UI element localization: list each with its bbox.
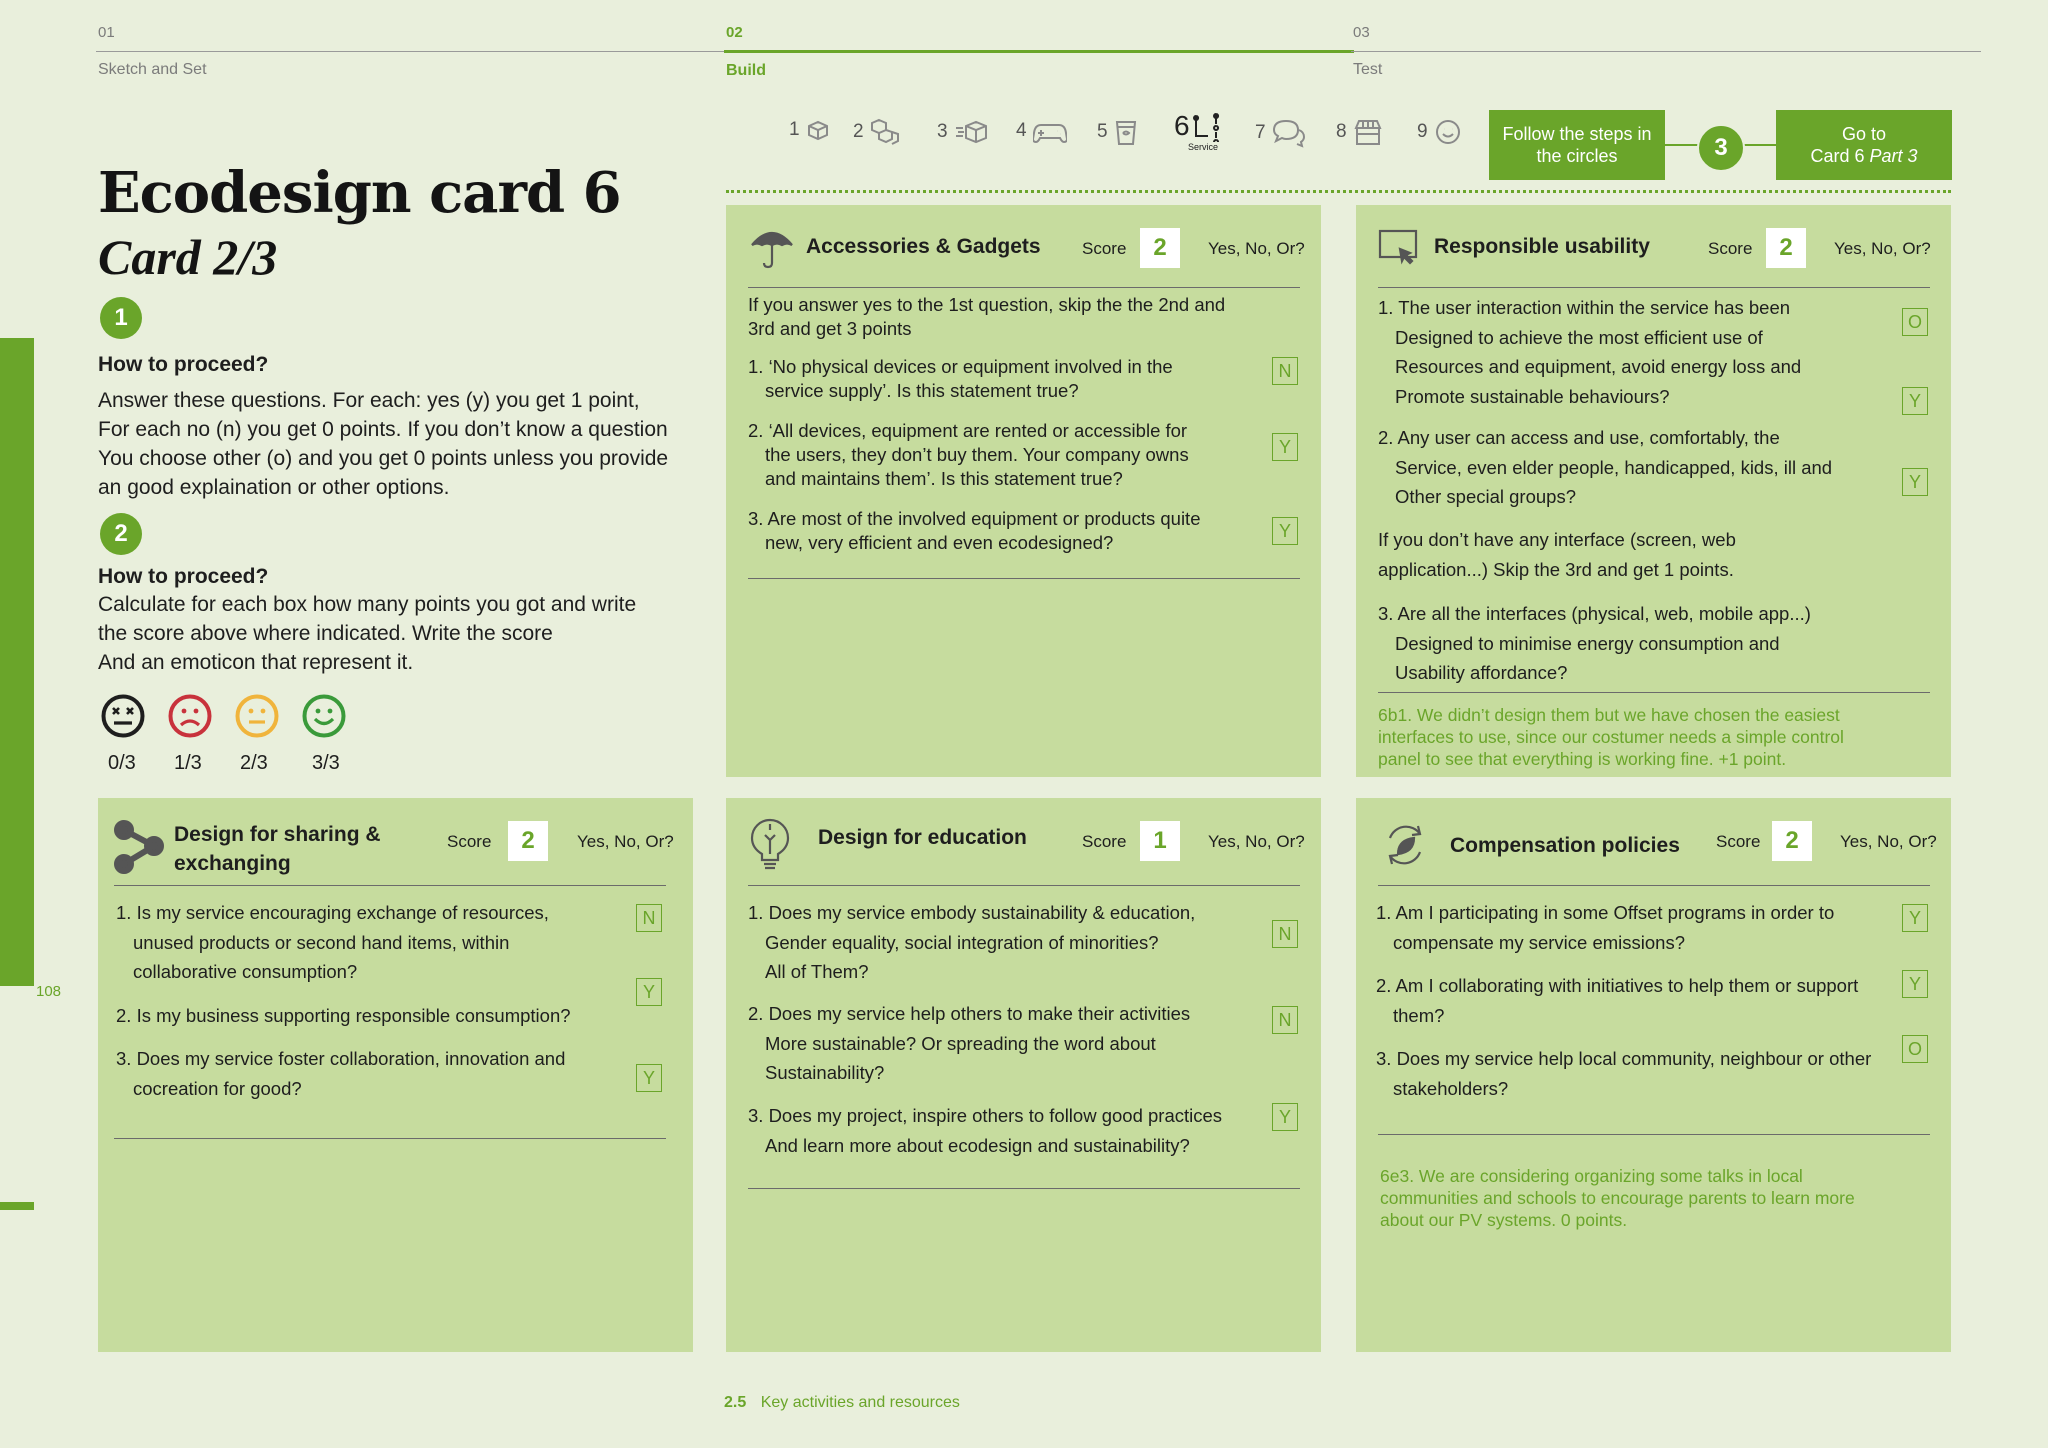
step-number: 2	[853, 121, 864, 142]
phase-name: Build	[726, 62, 766, 79]
neutral-face-icon	[235, 694, 279, 738]
instruction-line: an good explaination or other options.	[98, 476, 450, 499]
step-number: 6	[1174, 110, 1190, 141]
card-design-for-education	[726, 798, 1321, 1352]
card-divider	[114, 885, 666, 886]
instruction-line: And an emoticon that represent it.	[98, 651, 414, 674]
answer-box[interactable]: O	[1902, 308, 1928, 336]
share-icon	[114, 820, 164, 879]
card-divider	[1378, 287, 1930, 288]
recycle-leaf-icon	[1382, 822, 1428, 873]
question-3: 3. Does my project, inspire others to follow good practices And learn more about ecodesign and sustainability?	[748, 1105, 1223, 1156]
card-divider	[748, 1188, 1300, 1189]
phase-number: 03	[1353, 24, 1370, 41]
yes-no-label: Yes, No, Or?	[1840, 832, 1937, 851]
yes-no-label: Yes, No, Or?	[1208, 832, 1305, 851]
card-title: Responsible usability	[1434, 235, 1650, 258]
answer-box[interactable]: Y	[636, 978, 662, 1006]
answer-box[interactable]: N	[1272, 920, 1298, 948]
answer-box[interactable]: Y	[1272, 517, 1298, 545]
page-number: 108	[36, 983, 62, 1000]
emoticon-label-3: 3/3	[312, 752, 340, 774]
question-1: 1. The user interaction within the service has been Designed to achieve the most efficient use of Resources and equipment, avoid energy loss and Promote sustainable behaviours?	[1378, 297, 1802, 407]
instructions-2	[98, 590, 636, 677]
step-number: 7	[1255, 122, 1266, 143]
answer-box[interactable]: N	[636, 904, 662, 932]
phase-rule	[96, 51, 726, 52]
page-title: Ecodesign card 6	[98, 160, 621, 226]
yes-no-label: Yes, No, Or?	[577, 832, 674, 851]
instructions-1	[98, 386, 668, 502]
card-title: Accessories & Gadgets	[806, 235, 1041, 258]
happy-face-icon	[302, 694, 346, 738]
page-footer	[724, 1394, 960, 1412]
dotted-divider	[726, 190, 1951, 193]
answer-box[interactable]: Y	[1272, 433, 1298, 461]
lightbulb-icon	[750, 818, 790, 877]
chat-icon	[1272, 118, 1306, 148]
instruction-line: the score above where indicated. Write the score	[98, 622, 553, 645]
gamepad-icon	[1033, 118, 1067, 144]
phase-02	[724, 24, 1354, 80]
score-label: Score	[1082, 239, 1127, 258]
card-divider	[748, 578, 1300, 579]
answer-box[interactable]: N	[1272, 1006, 1298, 1034]
score-value[interactable]: 2	[508, 821, 548, 861]
step-nav-2[interactable]	[853, 118, 900, 146]
answer-box[interactable]: Y	[636, 1064, 662, 1092]
phase-03	[1351, 24, 1981, 79]
answer-box[interactable]: O	[1902, 1035, 1928, 1063]
phase-number: 02	[726, 24, 743, 41]
how-to-heading-2: How to proceed?	[98, 565, 269, 588]
question-1: 1. Does my service embody sustainability & education, Gender equality, social integration of minorities? All of Them?	[748, 902, 1196, 982]
card-title: Compensation policies	[1450, 834, 1680, 857]
step-nav-8[interactable]	[1336, 118, 1383, 146]
step-nav-7[interactable]	[1255, 118, 1306, 148]
follow-steps-label: Follow the steps in the circles	[1502, 124, 1652, 166]
left-accent-bar	[0, 338, 34, 986]
phase-number: 01	[98, 24, 115, 41]
sad-face-icon	[168, 694, 212, 738]
phase-01	[96, 24, 726, 79]
phase-rule	[1351, 51, 1981, 52]
box-icon	[806, 118, 830, 142]
score-label: Score	[1708, 239, 1753, 258]
phase-rule	[724, 50, 1354, 53]
answer-box[interactable]: Y	[1272, 1103, 1298, 1131]
step-nav-9[interactable]	[1417, 118, 1462, 146]
card-compensation-policies	[1356, 798, 1951, 1352]
step-nav-6-active[interactable]	[1174, 110, 1222, 152]
card-divider	[1378, 1134, 1930, 1135]
step-number: 4	[1016, 120, 1027, 141]
step-number: 8	[1336, 121, 1347, 142]
yes-no-label: Yes, No, Or?	[1208, 239, 1305, 258]
answer-box[interactable]: Y	[1902, 904, 1928, 932]
card-divider	[1378, 692, 1930, 693]
score-value[interactable]: 1	[1140, 821, 1180, 861]
yes-no-label: Yes, No, Or?	[1834, 239, 1931, 258]
delivery-icon	[954, 118, 988, 146]
footer-section-title: Key activities and resources	[760, 1394, 960, 1411]
question-2: 2. Does my service help others to make their activities More sustainable? Or spreading the word about Sustainability?	[748, 1003, 1191, 1083]
card-title: Design for education	[818, 826, 1027, 849]
score-value[interactable]: 2	[1772, 821, 1812, 861]
card-divider	[114, 1138, 666, 1139]
phase-name: Test	[1353, 61, 1383, 78]
cup-icon	[1114, 118, 1138, 146]
go-to-label: Go to	[1841, 124, 1887, 144]
card-accessories-gadgets	[726, 205, 1321, 777]
step-sublabel: Service	[1188, 142, 1219, 152]
card-design-for-sharing	[98, 798, 693, 1352]
step-circle-2: 2	[100, 513, 142, 555]
go-to-card-label: Card 6 Part 3	[1810, 146, 1918, 166]
step-number: 3	[937, 121, 948, 142]
card-responsible-usability	[1356, 205, 1951, 777]
step-circle-3: 3	[1697, 124, 1745, 172]
question-2: 2. Am I collaborating with initiatives to help them or support them?	[1376, 975, 1859, 1026]
step-nav-5[interactable]	[1097, 118, 1138, 146]
question-2: 2. ‘All devices, equipment are rented or accessible for the users, they don’t buy them. Your company owns and maintains them’. Is this statement true?	[748, 420, 1189, 489]
score-label: Score	[447, 832, 492, 851]
follow-steps-button[interactable]	[1489, 110, 1665, 180]
question-2: 2. Is my business supporting responsible consumption?	[116, 1005, 571, 1026]
score-value[interactable]: 2	[1140, 228, 1180, 268]
step-nav-1[interactable]	[789, 118, 830, 142]
score-label: Score	[1716, 832, 1761, 851]
card-divider	[748, 287, 1300, 288]
question-3: 3. Are all the interfaces (physical, web, mobile app...) Designed to minimise energy consumption and Usability affordance?	[1378, 603, 1811, 683]
step-nav-3[interactable]	[937, 118, 988, 146]
step-number: 5	[1097, 121, 1108, 142]
question-3: 3. Does my service help local community, neighbour or other stakeholders?	[1376, 1048, 1872, 1099]
question-3: 3. Are most of the involved equipment or products quite new, very efficient and even ecodesigned?	[748, 508, 1201, 553]
emoticon-label-2: 2/3	[240, 752, 268, 774]
answer-box[interactable]: Y	[1902, 387, 1928, 415]
answer-note: 6e3. We are considering organizing some talks in local communities and schools to encourage parents to learn more about our PV systems. 0 points.	[1380, 1166, 1855, 1230]
monitor-touch-icon	[1378, 229, 1422, 270]
card-intro: If you answer yes to the 1st question, skip the the 2nd and 3rd and get 3 points	[748, 294, 1226, 339]
question-1: 1. Am I participating in some Offset programs in order to compensate my service emissions?	[1376, 902, 1835, 953]
emoticon-label-0: 0/3	[108, 752, 136, 774]
smile-icon	[1434, 118, 1462, 146]
question-1: 1. ‘No physical devices or equipment involved in the service supply’. Is this statement true?	[748, 356, 1173, 401]
card-divider	[1378, 885, 1930, 886]
step-number: 9	[1417, 121, 1428, 142]
question-2: 2. Any user can access and use, comfortably, the Service, even elder people, handicapped, kids, ill and Other special groups?	[1378, 427, 1833, 507]
instruction-line: Calculate for each box how many points you got and write	[98, 593, 637, 616]
how-to-heading-1: How to proceed?	[98, 353, 269, 376]
dizzy-face-icon	[101, 694, 145, 738]
step-circle-1: 1	[100, 297, 142, 339]
answer-box[interactable]: Y	[1902, 468, 1928, 496]
answer-note: 6b1. We didn’t design them but we have chosen the easiest interfaces to use, since our costumer needs a simple control panel to see that everything is working fine. +1 point.	[1378, 705, 1844, 769]
question-3: 3. Does my service foster collaboration, innovation and cocreation for good?	[116, 1048, 566, 1099]
instruction-line: Answer these questions. For each: yes (y) you get 1 point,	[98, 389, 640, 412]
score-label: Score	[1082, 832, 1127, 851]
umbrella-icon	[750, 225, 794, 274]
left-accent-mark	[0, 1202, 34, 1210]
instruction-line: For each no (n) you get 0 points. If you don’t know a question	[98, 418, 668, 441]
shop-icon	[1353, 118, 1383, 146]
instruction-line: You choose other (o) and you get 0 points unless you provide	[98, 447, 669, 470]
answer-box[interactable]: Y	[1902, 970, 1928, 998]
phase-name: Sketch and Set	[98, 61, 207, 78]
service-icon	[1192, 110, 1222, 142]
page-subtitle: Card 2/3	[98, 229, 278, 285]
emoticon-label-1: 1/3	[174, 752, 202, 774]
step-number: 1	[789, 119, 800, 140]
answer-box[interactable]: N	[1272, 357, 1298, 385]
footer-section-number: 2.5	[724, 1394, 747, 1411]
skip-instruction: If you don’t have any interface (screen, web application...) Skip the 3rd and get 1 points.	[1378, 529, 1736, 580]
boxes-icon	[870, 118, 900, 146]
question-1: 1. Is my service encouraging exchange of resources, unused products or second hand items, within collaborative consumption?	[116, 902, 549, 982]
step-nav-4[interactable]	[1016, 118, 1067, 144]
go-to-card-button[interactable]	[1776, 110, 1952, 180]
card-divider	[748, 885, 1300, 886]
score-value[interactable]: 2	[1766, 228, 1806, 268]
card-title: Design for sharing & exchanging	[174, 823, 381, 875]
